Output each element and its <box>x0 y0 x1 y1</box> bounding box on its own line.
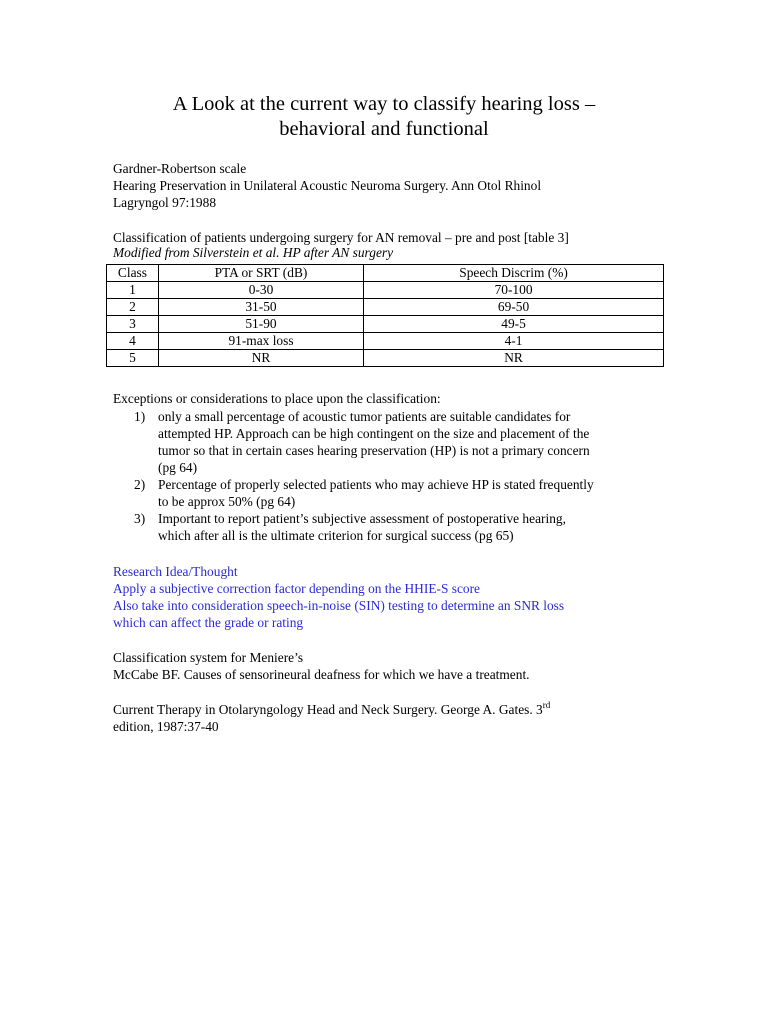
title-line-1: A Look at the current way to classify hearing loss – <box>172 93 596 115</box>
meniere-classification <box>113 649 673 683</box>
list-item-line: only a small percentage of acoustic tumor patients are suitable candidates for <box>158 409 571 424</box>
exceptions-heading-text: Exceptions or considerations to place upon the classification: <box>113 391 441 406</box>
table-cell: 91-max loss <box>158 333 363 350</box>
list-item <box>113 476 673 510</box>
list-item-line: attempted HP. Approach can be high contingent on the size and placement of the <box>158 426 590 441</box>
table-row <box>107 299 664 316</box>
table-row <box>107 333 664 350</box>
therapy-citation-text: Current Therapy in Otolaryngology Head and Neck Surgery. George A. Gates. 3 <box>113 702 543 717</box>
table-row <box>107 282 664 299</box>
list-item <box>113 408 673 476</box>
research-line: which can affect the grade or rating <box>113 615 304 630</box>
table-cell: 31-50 <box>158 299 363 316</box>
page-title <box>0 92 768 142</box>
title-line-2: behavioral and functional <box>279 118 489 140</box>
classification-heading: Classification of patients undergoing surgery for AN removal – pre and post [table 3] <box>113 230 569 245</box>
ordinal-suffix: rd <box>542 700 551 710</box>
table-cell: NR <box>364 350 664 367</box>
column-header: Class <box>107 265 159 282</box>
research-line: Apply a subjective correction factor depending on the HHIE-S score <box>113 581 481 596</box>
list-number: 3) <box>134 511 146 526</box>
list-item <box>113 510 673 544</box>
citation-line: Hearing Preservation in Unilateral Acoustic Neuroma Surgery. Ann Otol Rhinol <box>113 178 542 193</box>
table-cell: 4-1 <box>364 333 664 350</box>
list-number: 2) <box>134 477 146 492</box>
research-line: Also take into consideration speech-in-noise (SIN) testing to determine an SNR loss <box>113 598 565 613</box>
meniere-citation: McCabe BF. Causes of sensorineural deafness for which we have a treatment. <box>113 667 530 682</box>
list-item-line: (pg 64) <box>158 460 198 475</box>
classification-table <box>106 264 664 367</box>
research-heading: Research Idea/Thought <box>113 564 238 579</box>
meniere-heading: Classification system for Meniere’s <box>113 650 304 665</box>
exceptions-list <box>113 408 673 544</box>
exceptions-heading <box>113 390 673 407</box>
list-item-line: which after all is the ultimate criterion for surgical success (pg 65) <box>158 528 514 543</box>
table-cell: 69-50 <box>364 299 664 316</box>
table-cell: 49-5 <box>364 316 664 333</box>
citation-line: Lagryngol 97:1988 <box>113 195 217 210</box>
table-cell: 5 <box>107 350 159 367</box>
classification-subheading: Modified from Silverstein et al. HP after AN surgery <box>113 245 394 260</box>
therapy-edition: edition, 1987:37-40 <box>113 719 219 734</box>
research-idea <box>113 563 673 631</box>
list-item-line: Important to report patient’s subjective assessment of postoperative hearing, <box>158 511 566 526</box>
table-row <box>107 350 664 367</box>
therapy-citation <box>113 701 673 718</box>
table-cell: 4 <box>107 333 159 350</box>
table-cell: 70-100 <box>364 282 664 299</box>
table-cell: 2 <box>107 299 159 316</box>
table-cell: 0-30 <box>158 282 363 299</box>
scale-name: Gardner-Robertson scale <box>113 161 247 176</box>
table-cell: 3 <box>107 316 159 333</box>
list-item-line: tumor so that in certain cases hearing preservation (HP) is not a primary concern <box>158 443 590 458</box>
column-header: PTA or SRT (dB) <box>158 265 363 282</box>
classification-caption <box>113 229 673 260</box>
table-header-row <box>107 265 664 282</box>
table-cell: 51-90 <box>158 316 363 333</box>
gardner-robertson-reference <box>113 160 673 211</box>
list-item-line: Percentage of properly selected patients who may achieve HP is stated frequently <box>158 477 594 492</box>
list-item-line: to be approx 50% (pg 64) <box>158 494 296 509</box>
table-cell: 1 <box>107 282 159 299</box>
table-row <box>107 316 664 333</box>
list-number: 1) <box>134 409 146 424</box>
therapy-reference <box>113 701 673 735</box>
table-cell: NR <box>158 350 363 367</box>
column-header: Speech Discrim (%) <box>364 265 664 282</box>
